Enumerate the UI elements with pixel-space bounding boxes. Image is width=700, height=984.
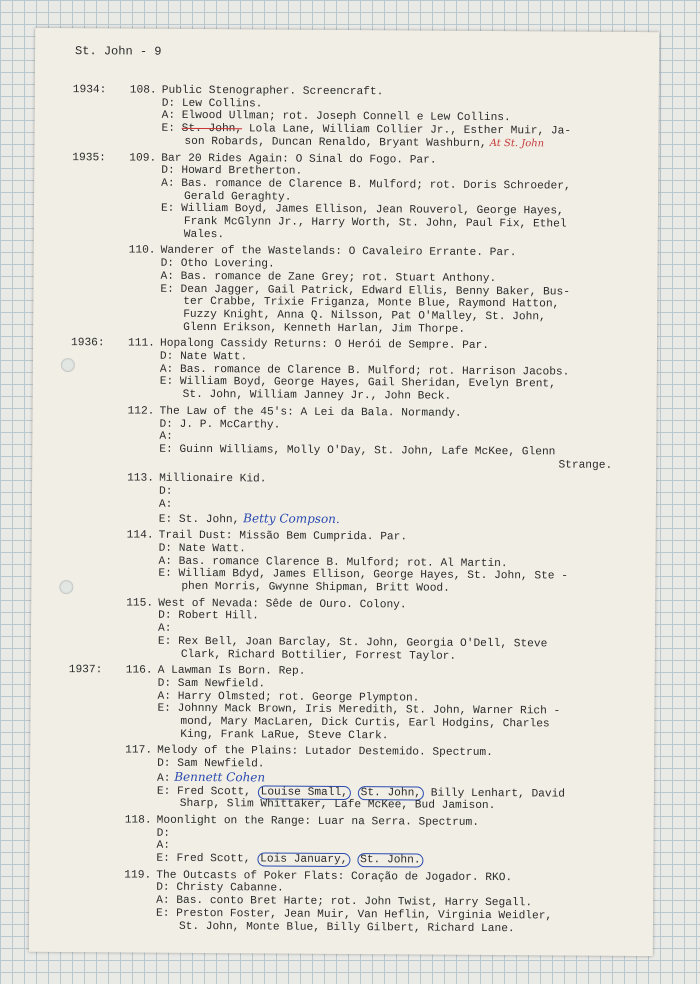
- entry-number: 112.: [127, 405, 155, 418]
- author-line: A: Elwood Ullman; rot. Joseph Connell e Lew Collins.: [161, 110, 511, 125]
- handwritten-note: Bennett Cohen: [170, 769, 266, 785]
- year-label: 1936:: [70, 337, 105, 350]
- entry-119: [29, 869, 653, 937]
- cast-line-cont: phen Morris, Gwynne Shipman, Britt Wood.: [181, 580, 450, 595]
- typed-page: [29, 28, 659, 956]
- entry-116: [30, 664, 655, 745]
- director-line: D: J. P. McCarthy.: [159, 418, 281, 432]
- cast-line-cont: mond, Mary MacLaren, Dick Curtis, Earl Hodgins, Charles: [180, 715, 550, 731]
- entry-title: Hopalong Cassidy Returns: O Herói de Sempre. Par.: [159, 338, 490, 353]
- entry-109: [34, 151, 659, 244]
- author-line: A:: [159, 430, 173, 444]
- entry-108: [34, 84, 658, 152]
- entry-title: Trail Dust: Missão Bem Cumprida. Par.: [158, 529, 408, 544]
- author-line: A:: [157, 622, 172, 635]
- entry-118: [29, 814, 653, 869]
- cast-line: E: William Boyd, James Ellison, Jean Rouverol, George Hayes,: [160, 203, 564, 218]
- handwritten-note: At St. John: [486, 137, 545, 150]
- author-line: A: Bennett Cohen: [156, 769, 266, 785]
- cast-line: E: William Boyd, George Hayes, Gail Sheridan, Evelyn Brent,: [159, 376, 556, 391]
- director-line: D:: [158, 485, 173, 498]
- year-label: 1935:: [72, 151, 106, 164]
- cast-line-cont: Clark, Richard Bottilier, Forrest Taylor.: [180, 648, 457, 663]
- entry-title: Bar 20 Rides Again: O Sinal do Fogo. Par.: [161, 152, 437, 167]
- entry-title: Millionaire Kid.: [159, 473, 267, 486]
- author-line: A: Bas. romance de Zane Grey; rot. Stuart Anthony.: [160, 270, 497, 285]
- cast-line: E: Dean Jagger, Gail Patrick, Edward Ellis, Benny Baker, Bus-: [160, 283, 570, 299]
- cast-line-cont: Wales.: [183, 228, 225, 241]
- circled-name: St. John.: [357, 853, 424, 867]
- director-line: D: Nate Watt.: [158, 542, 246, 556]
- circled-name: Lois January,: [257, 852, 350, 867]
- entry-title: A Lawman Is Born. Rep.: [157, 664, 306, 678]
- cast-line-cont: Sharp, Slim Whittaker, Lafe McKee, Bud Jamison.: [179, 798, 496, 813]
- handwritten-note: Betty Compson.: [239, 510, 340, 526]
- cast-line-cont: Glenn Erikson, Kenneth Harlan, Jim Thorpe.: [183, 321, 466, 336]
- cast-line: E: Preston Foster, Jean Muir, Van Heflin, Virginia Weidler,: [156, 907, 553, 923]
- cast-line: E: Fred Scott, Lois January, St. John.: [156, 853, 653, 869]
- entry-number: 116.: [125, 664, 153, 677]
- entry-number: 117.: [125, 744, 153, 758]
- entry-117: [30, 744, 654, 814]
- year-label: 1937:: [68, 664, 103, 677]
- entry-112: [32, 405, 656, 473]
- entry-113: [32, 472, 656, 529]
- cast-line-cont: St. John, William Janney Jr., John Beck.: [182, 389, 452, 403]
- director-line: D: Christy Cabanne.: [156, 882, 284, 896]
- director-line: D: Robert Hill.: [158, 610, 259, 623]
- cast-line: E: William Bdyd, James Ellison, George Hayes, St. John, Ste -: [158, 568, 568, 583]
- cast-line-cont: Strange.: [558, 459, 613, 472]
- director-line: D: Lew Collins.: [161, 97, 263, 111]
- circled-name: St. John,: [358, 786, 425, 800]
- page-header: St. John - 9: [75, 44, 162, 59]
- entry-110: [33, 244, 658, 337]
- entry-title: Wanderer of the Wastelands: O Cavaleiro Errante. Par.: [160, 245, 517, 260]
- entry-title: Melody of the Plains: Lutador Destemido. Spectrum.: [157, 745, 493, 760]
- cast-line-cont: Frank McGlynn Jr., Harry Worth, St. John, Paul Fix, Ethel: [183, 215, 567, 231]
- entry-title: Public Stenographer. Screencraft.: [161, 84, 384, 99]
- author-line: A: Harry Olmsted; rot. George Plympton.: [157, 690, 420, 705]
- entry-number: 114.: [126, 529, 154, 542]
- director-line: D: Nate Watt.: [159, 350, 248, 364]
- entry-title: The Outcasts of Poker Flats: Coração de Jogador. RKO.: [156, 869, 513, 884]
- entry-number: 109.: [129, 152, 157, 165]
- struck-text: St. John,: [181, 122, 243, 136]
- cast-line-cont: St. John, Monte Blue, Billy Gilbert, Richard Lane.: [178, 920, 515, 935]
- director-line: D: Otho Lovering.: [160, 257, 275, 271]
- cast-line-cont: Fuzzy Knight, Anna Q. Nilsson, Pat O'Malley, St. John,: [183, 308, 546, 324]
- entry-title: The Law of the 45's: A Lei da Bala. Normandy.: [159, 405, 462, 420]
- entry-title: Moonlight on the Range: Luar na Serra. Spectrum.: [156, 814, 480, 829]
- cast-line-cont: ter Crabbe, Trixie Friganza, Monte Blue, Raymond Hatton,: [183, 296, 560, 311]
- entry-111: [33, 337, 657, 405]
- entry-number: 119.: [124, 869, 152, 882]
- filmography-list: [29, 84, 659, 941]
- cast-line: E: Rex Bell, Joan Barclay, St. John, Georgia O'Dell, Steve: [157, 635, 548, 651]
- entry-number: 118.: [124, 814, 152, 827]
- author-line: A: Bas. romance de Clarence B. Mulford; rot. Doris Schroeder,: [161, 177, 571, 193]
- cast-line-cont: son Robards, Duncan Renaldo, Bryant Washburn, At St. John: [184, 135, 545, 150]
- author-line: A: Bas. conto Bret Harte; rot. John Twist, Harry Segall.: [156, 894, 533, 910]
- director-line: D:: [156, 827, 171, 840]
- cast-line: E: St. John, Betty Compson.: [158, 510, 340, 526]
- cast-line: E: Johnny Mack Brown, Iris Meredith, St. John, Warner Rich -: [157, 703, 561, 718]
- entry-title: West of Nevada: Sêde de Ouro. Colony.: [158, 597, 407, 612]
- year-label: 1934:: [72, 84, 107, 97]
- cast-line-cont: King, Frank LaRue, Steve Clark.: [180, 728, 389, 743]
- circled-name: Louise Small,: [258, 785, 351, 800]
- entry-number: 111.: [127, 337, 155, 351]
- director-line: D: Howard Bretherton.: [161, 164, 303, 178]
- entry-number: 115.: [126, 597, 154, 610]
- entry-115: [31, 597, 655, 665]
- entry-114: [31, 529, 655, 597]
- director-line: D: Sam Newfield.: [157, 757, 265, 771]
- cast-line: E: St. John, Lola Lane, William Collier Jr., Esther Muir, Ja-: [161, 122, 572, 138]
- author-line: A:: [158, 498, 173, 511]
- entry-number: 108.: [129, 84, 157, 97]
- author-line: A:: [156, 840, 171, 853]
- director-line: D: Sam Newfield.: [157, 677, 266, 691]
- author-line-cont: Gerald Geraghty.: [184, 190, 292, 204]
- entry-number: 110.: [128, 244, 156, 258]
- cast-line: E: Fred Scott, Louise Small, St. John, Billy Lenhart, David: [156, 785, 566, 801]
- author-line: A: Bas. romance Clarence B. Mulford; rot. Al Martin.: [158, 555, 508, 570]
- cast-line: E: Guinn Williams, Molly O'Day, St. John, Lafe McKee, Glenn: [159, 443, 556, 459]
- entry-number: 113.: [127, 472, 154, 486]
- author-line: A: Bas. romance de Clarence B. Mulford; rot. Harrison Jacobs.: [159, 363, 570, 379]
